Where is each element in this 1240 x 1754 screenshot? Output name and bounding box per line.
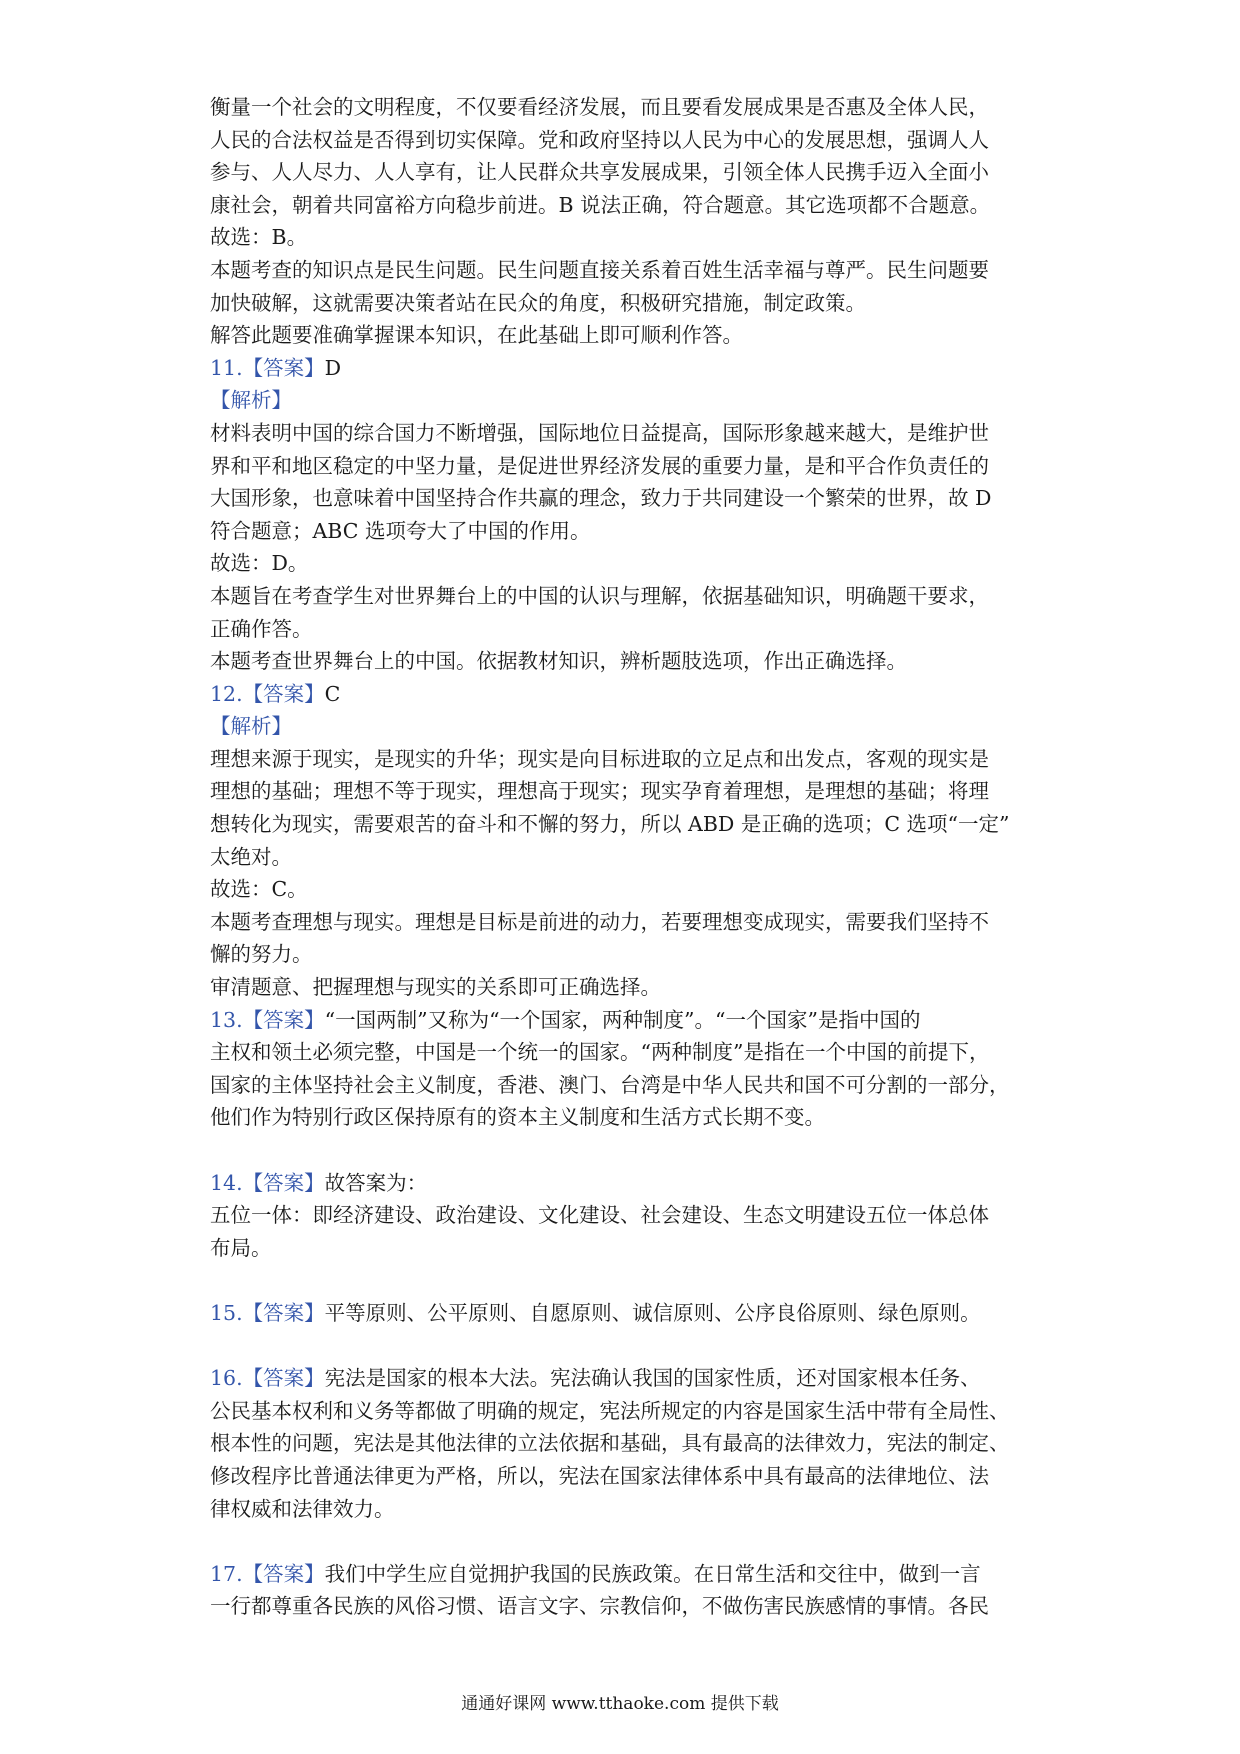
question-number: 14. [210,1170,243,1195]
line-text: 加快破解，这就需要决策者站在民众的角度，积极研究措施，制定政策。 [210,290,866,315]
answer-label: 【答案】 [242,1561,325,1586]
text-line [210,645,1040,678]
line-text: 康社会，朝着共同富裕方向稳步前进。B 说法正确，符合题意。其它选项都不合题意。 [210,192,991,217]
line-text: D [324,355,342,380]
line-text: 人民的合法权益是否得到切实保障。党和政府坚持以人民为中心的发展思想，强调人人 [210,127,989,152]
text-line [210,417,1040,450]
text-line [210,1036,1040,1069]
line-text: 他们作为特别行政区保持原有的资本主义制度和生活方式长期不变。 [210,1105,825,1130]
line-text: 想转化为现实，需要艰苦的奋斗和不懈的努力，所以 ABD 是正确的选项；C 选项“一定” [210,812,1010,837]
analysis-label: 【解析】 [210,714,292,739]
question-number: 17. [210,1561,243,1586]
text-line [210,1101,1040,1134]
text-line [210,580,1040,613]
text-line [210,1069,1040,1102]
text-line [210,808,1040,841]
line-text: “一国两制”又称为“一个国家，两种制度”。“一个国家”是指中国的 [324,1007,921,1032]
blank-line [210,1264,1040,1297]
answer-heading-line [210,710,1040,743]
line-text: 懈的努力。 [210,942,313,967]
line-text: 参与、人人尽力、人人享有，让人民群众共享发展成果，引领全体人民携手迈入全面小 [210,160,989,185]
question-number: 11. [210,355,243,380]
answer-heading-line [210,1362,1040,1395]
answer-label: 【答案】 [242,1170,325,1195]
answer-heading-line [210,1297,1040,1330]
answer-label: 【答案】 [242,681,325,706]
line-text: 符合题意；ABC 选项夸大了中国的作用。 [210,518,591,543]
answer-heading-line [210,352,1040,385]
text-line [210,156,1040,189]
line-text: 五位一体：即经济建设、政治建设、文化建设、社会建设、生态文明建设五位一体总体 [210,1203,989,1228]
line-text: 解答此题要准确掌握课本知识，在此基础上即可顺利作答。 [210,323,743,348]
line-text: 理想的基础；理想不等于现实，理想高于现实；现实孕育着理想，是理想的基础；将理 [210,779,989,804]
line-text: 材料表明中国的综合国力不断增强，国际地位日益提高，国际形象越来越大，是维护世 [210,420,989,445]
text-line [210,1395,1040,1428]
question-number: 12. [210,681,243,706]
line-text: 律权威和法律效力。 [210,1496,395,1521]
analysis-label: 【解析】 [210,388,292,413]
line-text: 故选：C。 [210,877,308,902]
text-line [210,287,1040,320]
text-line [210,91,1040,124]
line-text: 本题考查理想与现实。理想是目标是前进的动力，若要理想变成现实，需要我们坚持不 [210,909,989,934]
line-text: 根本性的问题，宪法是其他法律的立法依据和基础，具有最高的法律效力，宪法的制定、 [210,1431,1010,1456]
answer-heading-line [210,678,1040,711]
line-text: 故选：B。 [210,225,308,250]
blank-line [210,1525,1040,1558]
text-line [210,482,1040,515]
line-text: 修改程序比普通法律更为严格，所以，宪法在国家法律体系中具有最高的法律地位、法 [210,1463,989,1488]
question-number: 16. [210,1366,243,1391]
line-text: 界和平和地区稳定的中坚力量，是促进世界经济发展的重要力量，是和平合作负责任的 [210,453,989,478]
line-text: 本题考查世界舞台上的中国。依据教材知识，辨析题肢选项，作出正确选择。 [210,649,907,674]
answer-text-body [210,91,1040,1623]
line-text: 宪法是国家的根本大法。宪法确认我国的国家性质，还对国家根本任务、 [324,1366,981,1391]
line-text: 国家的主体坚持社会主义制度，香港、澳门、台湾是中华人民共和国不可分割的一部分， [210,1072,1010,1097]
question-number: 15. [210,1300,243,1325]
text-line [210,613,1040,646]
text-line [210,743,1040,776]
answer-heading-line [210,1167,1040,1200]
line-text: 太绝对。 [210,844,292,869]
line-text: 本题考查的知识点是民生问题。民生问题直接关系着百姓生活幸福与尊严。民生问题要 [210,257,989,282]
page-footer: 通通好课网 www.tthaoke.com 提供下载 [461,1694,779,1714]
line-text: 公民基本权利和义务等都做了明确的规定，宪法所规定的内容是国家生活中带有全局性、 [210,1398,1010,1423]
text-line [210,906,1040,939]
answer-heading-line [210,384,1040,417]
line-text: 我们中学生应自觉拥护我国的民族政策。在日常生活和交往中，做到一言 [324,1561,981,1586]
text-line [210,450,1040,483]
text-line [210,775,1040,808]
blank-line [210,1134,1040,1167]
text-line [210,1460,1040,1493]
answer-heading-line [210,1004,1040,1037]
line-text: 一行都尊重各民族的风俗习惯、语言文字、宗教信仰，不做伤害民族感情的事情。各民 [210,1594,989,1619]
answer-label: 【答案】 [242,1007,325,1032]
text-line [210,189,1040,222]
line-text: 审清题意、把握理想与现实的关系即可正确选择。 [210,975,661,1000]
text-line [210,971,1040,1004]
line-text: 大国形象，也意味着中国坚持合作共赢的理念，致力于共同建设一个繁荣的世界，故 D [210,486,992,511]
line-text: 衡量一个社会的文明程度，不仅要看经济发展，而且要看发展成果是否惠及全体人民， [210,95,989,119]
answer-heading-line [210,1558,1040,1591]
line-text: 理想来源于现实，是现实的升华；现实是向目标进取的立足点和出发点，客观的现实是 [210,746,989,771]
text-line [210,841,1040,874]
line-text: 布局。 [210,1235,272,1260]
text-line [210,1199,1040,1232]
blank-line [210,1330,1040,1363]
text-line [210,221,1040,254]
text-line [210,515,1040,548]
text-line [210,1493,1040,1526]
answer-label: 【答案】 [242,355,325,380]
text-line [210,1590,1040,1623]
text-line [210,938,1040,971]
line-text: 主权和领土必须完整，中国是一个统一的国家。“两种制度”是指在一个中国的前提下， [210,1040,990,1065]
line-text: 故选：D。 [210,551,309,576]
text-line [210,319,1040,352]
text-line [210,1427,1040,1460]
text-line [210,124,1040,157]
answer-label: 【答案】 [242,1300,325,1325]
text-line [210,547,1040,580]
text-line [210,873,1040,906]
line-text: 正确作答。 [210,616,313,641]
line-text: 本题旨在考查学生对世界舞台上的中国的认识与理解，依据基础知识，明确题干要求， [210,583,989,608]
text-line [210,1232,1040,1265]
question-number: 13. [210,1007,243,1032]
line-text: 平等原则、公平原则、自愿原则、诚信原则、公序良俗原则、绿色原则。 [324,1300,981,1325]
line-text: 故答案为： [324,1170,428,1195]
line-text: C [324,681,341,706]
text-line [210,254,1040,287]
answer-label: 【答案】 [242,1366,325,1391]
